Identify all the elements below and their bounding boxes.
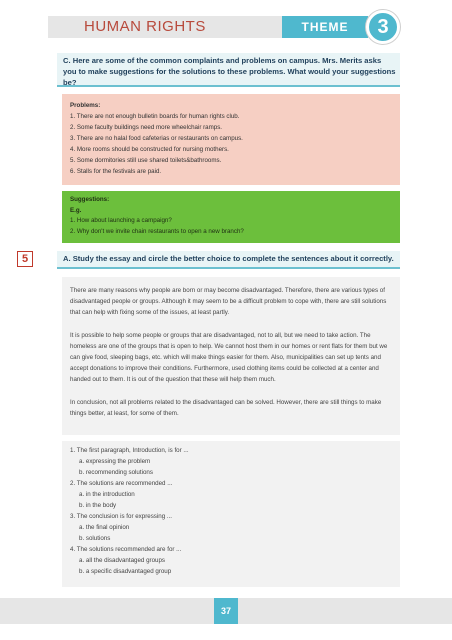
problem-item: 5. Some dormitories still use shared toilets&bathrooms. (70, 157, 222, 164)
task-a-instruction: A. Study the essay and circle the better choice to complete the sentences about it correctly. (57, 251, 400, 269)
problem-item: 2. Some faculty buildings need more wheelchair ramps. (70, 124, 223, 131)
questions-box (62, 441, 400, 587)
essay-paragraph: It is possible to help some people or groups that are disadvantaged, not to all, but we need to take action. The homeless are one of the groups that is open to help. We cannot host them in our homes or rent flats for them but we can give food, sleeping bags, etc. which will make things easier for them. Also, municipalities can set up tents and accept donations to improve their conditions. Furthermore, used clothing items could be collected at a center and handed out to them. It is out of the question that these will help them much. (70, 331, 388, 384)
question-stem: 3. The conclusion is for expressing ... (70, 513, 173, 520)
question-stem: 2. The solutions are recommended ... (70, 480, 173, 487)
problems-box (62, 94, 400, 185)
problems-heading: Problems: (70, 102, 101, 109)
section-number-badge: 5 (17, 251, 33, 267)
suggestions-box (62, 191, 400, 243)
answer-option[interactable]: b. in the body (79, 502, 117, 509)
answer-option[interactable]: a. in the introduction (79, 491, 135, 498)
page-number: 37 (214, 598, 238, 624)
answer-option[interactable]: b. recommending solutions (79, 469, 153, 476)
theme-number-badge: 3 (366, 10, 400, 44)
essay-box (62, 277, 400, 435)
essay-paragraph: There are many reasons why people are born or may become disadvantaged. Therefore, there are various types of disadvantaged people or groups. Although it may seem to be a difficult problem to cope with, there are still solutions that can help with fixing some of the issues, at least partly. (70, 287, 387, 317)
problem-item: 1. There are not enough bulletin boards for human rights club. (70, 113, 240, 120)
theme-label: THEME (282, 16, 368, 38)
problem-item: 4. More rooms should be constructed for nursing mothers. (70, 146, 229, 153)
answer-option[interactable]: a. all the disadvantaged groups (79, 557, 165, 564)
answer-option[interactable]: b. solutions (79, 535, 111, 542)
answer-option[interactable]: a. the final opinion (79, 524, 130, 531)
task-c-instruction: C. Here are some of the common complaints and problems on campus. Mrs. Merits asks you to make suggestions for the solutions to these problems. What would your suggestions be? (57, 53, 400, 87)
essay-paragraph: In conclusion, not all problems related to the disadvantaged can be solved. However, there are still things to make things better, at least, for some of them. (70, 398, 382, 417)
chapter-title: HUMAN RIGHTS (84, 18, 206, 35)
answer-option[interactable]: a. expressing the problem (79, 458, 151, 465)
problem-item: 3. There are no halal food cafeterias or restaurants on campus. (70, 135, 243, 142)
suggestion-item: 2. Why don't we invite chain restaurants to open a new branch? (70, 227, 244, 235)
problem-item: 6. Stalls for the festivals are paid. (70, 168, 162, 175)
suggestions-example-label: E.g. (70, 206, 82, 214)
answer-option[interactable]: b. a specific disadvantaged group (79, 568, 172, 575)
question-stem: 1. The first paragraph, Introduction, is for ... (70, 447, 189, 454)
suggestion-item: 1. How about launching a campaign? (70, 217, 172, 225)
page-header (0, 0, 452, 48)
suggestions-heading: Suggestions: (70, 196, 110, 203)
question-stem: 4. The solutions recommended are for ... (70, 546, 182, 553)
